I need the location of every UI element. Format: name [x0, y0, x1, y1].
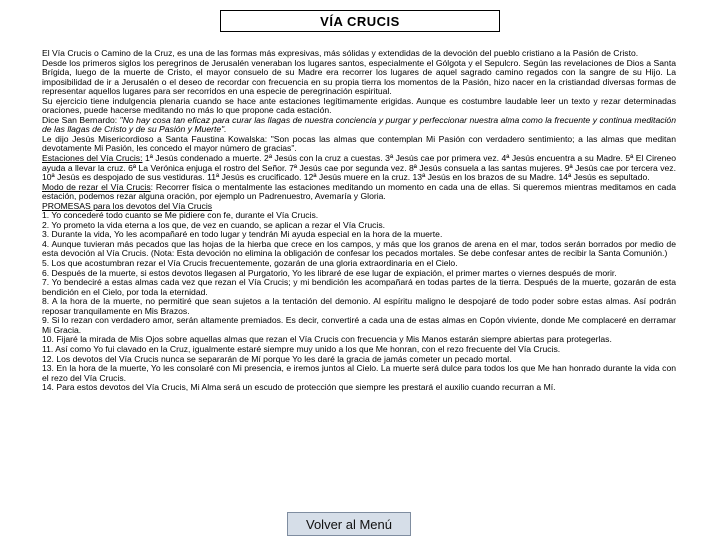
intro-paragraph-2: Desde los primeros siglos los peregrinos de Jerusalén veneraban los lugares santos, especialmente el Gólgota y el Sepulcro. Según las revelaciones de Dios a Santa Brígida, luego de la muerte de Cristo, el mayor consuelo de su Madre era recorrer los lugares de aquel sagrado camino regados con la sangre de su Hijo. La imposibilidad de ir a Jerusalén o el deseo de recordar con frecuencia en su propia tierra los momentos de la Pasión, hizo nacer en la cristiandad diversas formas de representar aquellos lugares para ser recorridos en una especie de peregrinación espiritual. [42, 57, 676, 97]
san-bernardo-paragraph [42, 116, 676, 135]
san-bernardo-lead: Dice San Bernardo: [42, 114, 120, 125]
page-title: VÍA CRUCIS [320, 13, 400, 29]
promesa-1: 1. Yo concederé todo cuanto se Me pidiere con fe, durante el Vía Crucis. [42, 210, 319, 221]
modo-heading: Modo de rezar el Vía Crucis [42, 181, 151, 192]
promesa-14: 14. Para estos devotos del Vía Crucis, Mi Alma será un escudo de protección que siempre les prestará el auxilio cuando recurran a Mí. [42, 382, 556, 393]
estaciones-text: 1ª Jesús condenado a muerte. 2ª Jesús con la cruz a cuestas. 3ª Jesús cae por primera vez. 4ª Jesús encuentra a su Madre. 5ª El Cireneo ayuda a llevar la cruz. 6ª La Verónica enjuga el rostro del Señor. 7ª Jesús cae por segunda vez. 8ª Jesús consuela a las santas mujeres. 9ª Jesús cae por tercera vez. 10ª Jesús es despojado de sus vestiduras. 11ª Jesús es crucificado. 12ª Jesús muere en la cruz. 13ª Jesús en los brazos de su Madre. 14ª Jesús es sepultado. [42, 153, 676, 183]
promesa-10: 10. Fijaré la mirada de Mis Ojos sobre aquellas almas que rezan el Vía Crucis con frecuencia y Mis Manos estarán siempre abiertas para protegerlas. [42, 334, 612, 345]
estaciones-heading: Estaciones del Vía Crucis: [42, 153, 143, 164]
promesa-5: 5. Los que acostumbran rezar el Vía Crucis frecuentemente, gozarán de una gloria extraordinaria en el Cielo. [42, 258, 458, 269]
promesa-2: 2. Yo prometo la vida eterna a los que, de vez en cuando, se aplican a rezar el Vía Crucis. [42, 219, 386, 230]
promesa-8: 8. A la hora de la muerte, no permitiré que sean sujetos a la tentación del demonio. Al espíritu maligno le despojaré de todo poder sobre estas almas. Así podrán reposar tranquilamente en Mis Brazos. [42, 296, 676, 316]
modo-paragraph [42, 183, 676, 202]
promesa-11: 11. Así como Yo fui clavado en la Cruz, igualmente estaré siempre muy unido a los que Me honran, con el rezo frecuente del Vía Crucis. [42, 343, 561, 354]
document-body [42, 49, 676, 393]
promesa-13: 13. En la hora de la muerte, Yo les consolaré con Mi presencia, e iremos juntos al Cielo. La muerte será dulce para todos los que Me han honrado durante la vida con el rezo del Vía Crucis. [42, 363, 676, 383]
promesa-12: 12. Los devotos del Vía Crucis nunca se separarán de Mí porque Yo les daré la gracia de jamás cometer un pecado mortal. [42, 353, 512, 364]
estaciones-paragraph [42, 154, 676, 183]
san-bernardo-quote: "No hay cosa tan eficaz para curar las llagas de nuestra conciencia y purgar y perfeccionar nuestra alma como la frecuente y continua meditación de las llagas de Cristo y de su Pasión y Muerte". [42, 114, 676, 135]
intro-paragraph-1: El Vía Crucis o Camino de la Cruz, es una de las formas más expresivas, más sólidas y extendidas de la devoción del pueblo cristiano a la Pasión de Cristo. [42, 48, 639, 58]
back-to-menu-button[interactable]: Volver al Menú [287, 512, 411, 536]
jesus-quote-paragraph: Le dijo Jesús Misericordioso a Santa Faustina Kowalska: "Son pocas las almas que contemplan Mi Pasión con verdadero sentimiento; a las almas que meditan devotamente Mi Pasión, les concedo el mayor número de gracias". [42, 133, 676, 154]
title-box [220, 10, 500, 32]
intro-paragraph-3: Su ejercicio tiene indulgencia plenaria cuando se hace ante estaciones legítimamente erigidas. Aunque es costumbre laudable leer un texto y rezar determinadas oraciones, puede hacerse meditando no más lo que propone cada estación. [42, 95, 676, 116]
promesa-9: 9. Si lo rezan con verdadero amor, serán altamente premiados. Es decir, convertiré a cada una de estas almas en Copón viviente, donde Me complaceré en derramar Mi Gracia. [42, 315, 676, 335]
modo-text: : Recorrer física o mentalmente las estaciones meditando un momento en cada una de ellas. Si queremos mientras meditamos en cada estación, podemos rezar alguna oración, por ejemplo un Padrenuestro, Avemaría y Gloria. [42, 181, 676, 202]
promesa-6: 6. Después de la muerte, si estos devotos llegasen al Purgatorio, Yo les libraré de ese lugar de expiación, el primer martes o viernes después de morir. [42, 267, 617, 278]
promesas-heading: PROMESAS para los devotos del Vía Crucis [42, 200, 213, 211]
promesa-3: 3. Durante la vida, Yo les acompañaré en todo lugar y tendrán Mi ayuda especial en la hora de la muerte. [42, 229, 443, 240]
promesa-4: 4. Aunque tuvieran más pecados que las hojas de la hierba que crece en los campos, y más que los granos de arena en el mar, todos serán borrados por medio de esta devoción al Vía Crucis. (Nota: Esta devoción no elimina la obligación de confesar los pecados mortales. Se debe confesar antes de recibir la Santa Comunión.) [42, 238, 676, 259]
promesa-7: 7. Yo bendeciré a estas almas cada vez que rezan el Vía Crucis; y mi bendición les acompañará en todas partes de la tierra. Después de la muerte, gozarán de esta bendición en el Cielo, por toda la eternidad. [42, 277, 676, 297]
